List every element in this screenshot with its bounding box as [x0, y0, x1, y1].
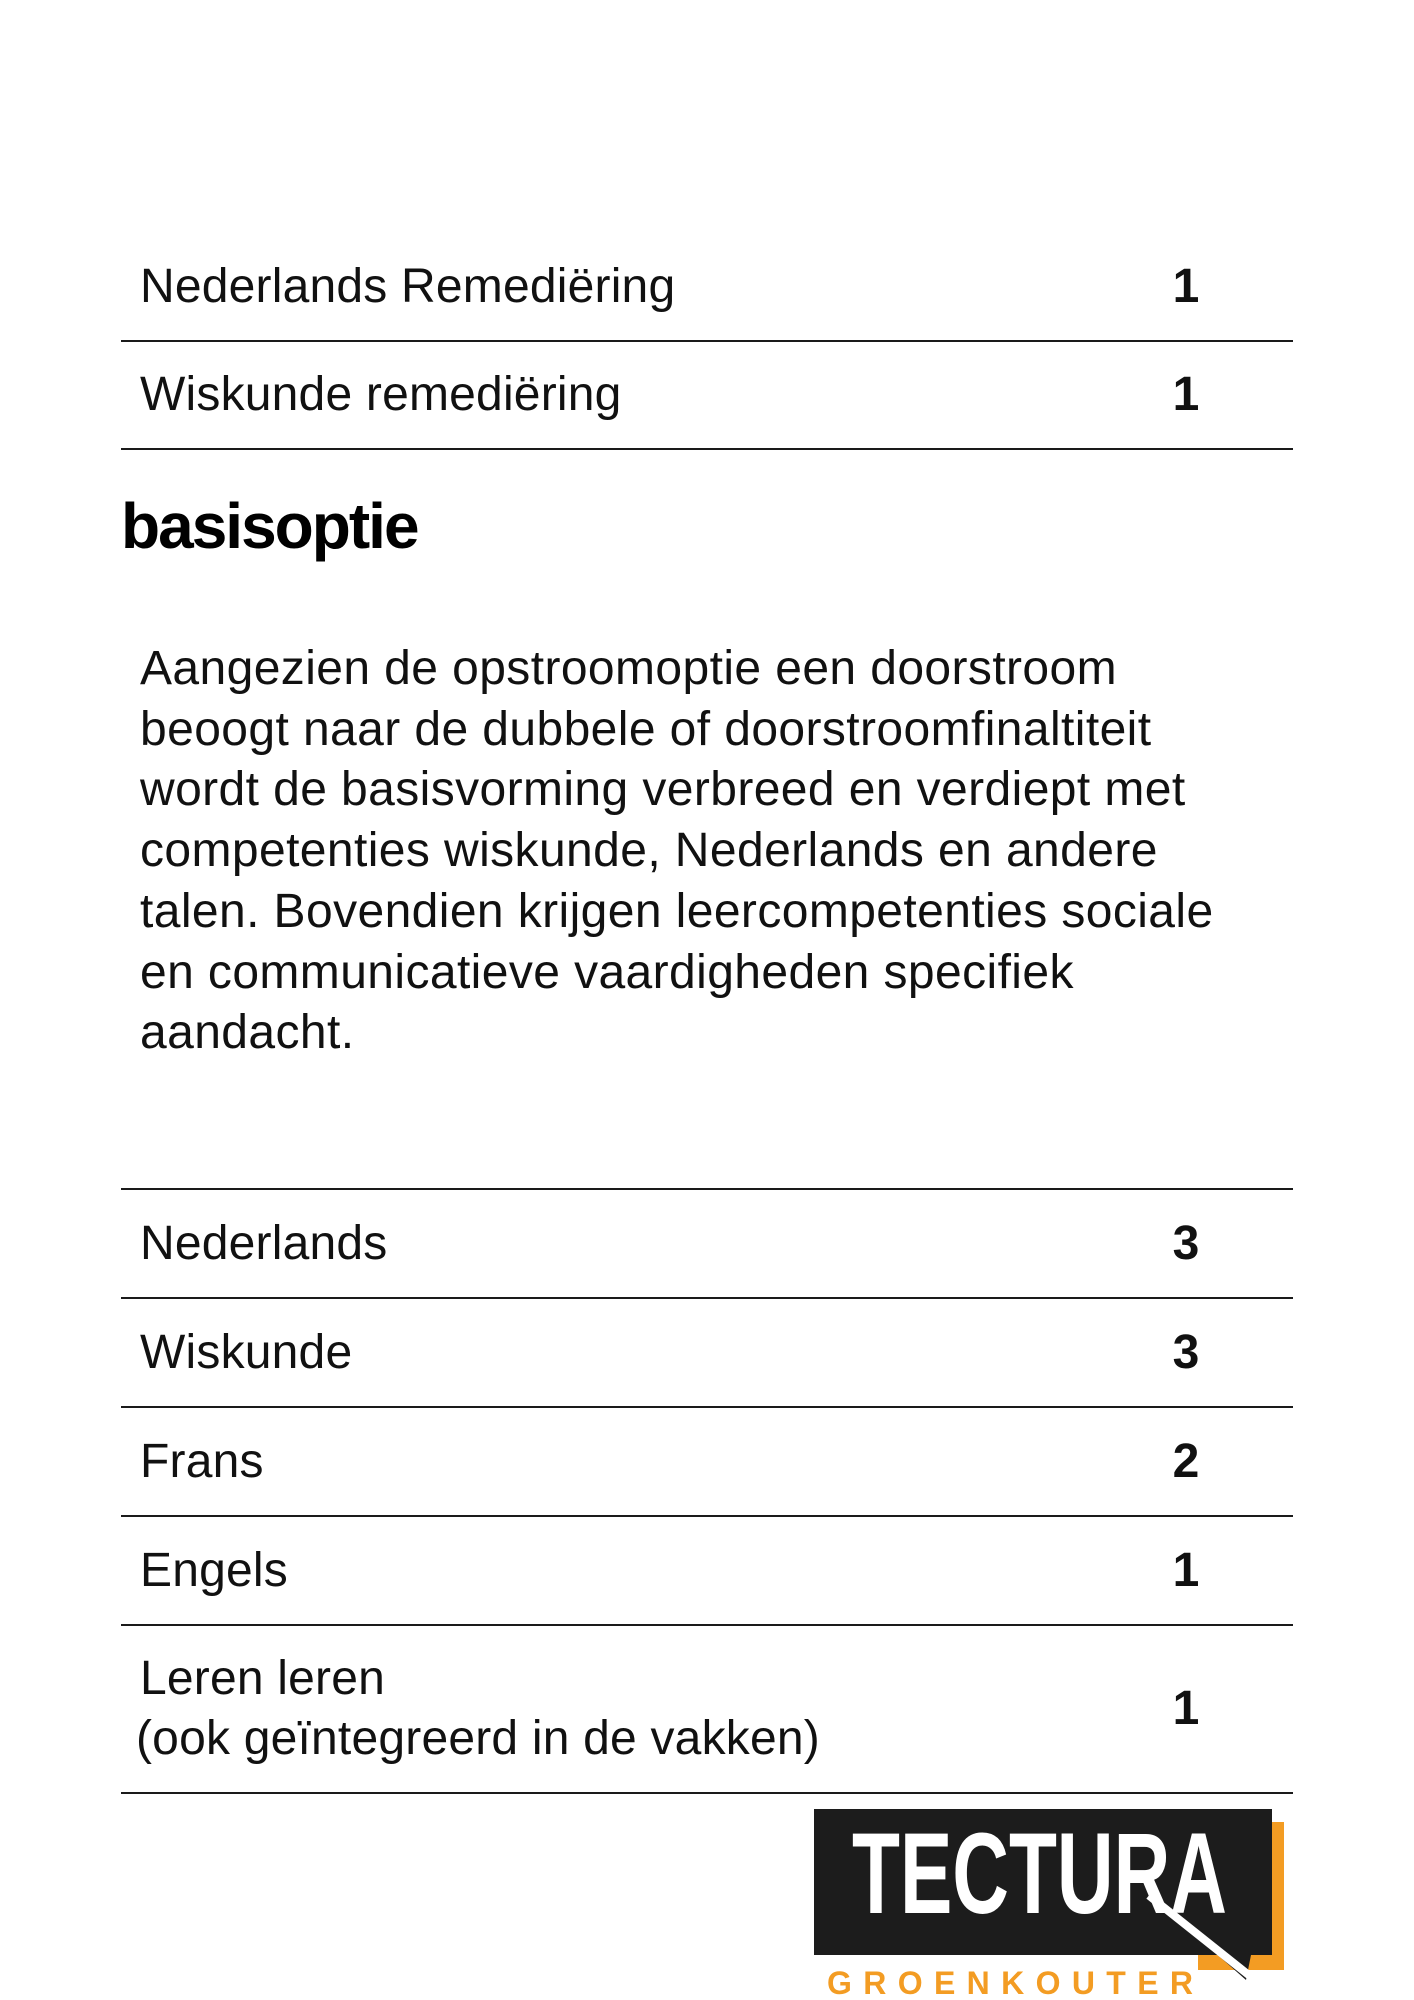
hours-value: 2 [1172, 1434, 1200, 1488]
table-row [121, 342, 1293, 450]
logo-wordmark: TECTURA [852, 1810, 1227, 1938]
hours-value: 1 [1172, 368, 1200, 421]
section-description [140, 639, 1214, 1064]
hours-value: 1 [1172, 1682, 1200, 1735]
hours-value: 1 [1172, 260, 1200, 313]
table-row [121, 1517, 1293, 1626]
course-label [121, 1649, 820, 1769]
paragraph-line: competenties wiskunde, Nederlands en andere [140, 824, 1158, 878]
course-label: Wiskunde remediëring [140, 368, 622, 421]
course-label: Wiskunde [140, 1325, 353, 1379]
logo-subtitle: GROENKOUTER [827, 1965, 1193, 2000]
paragraph-line: aandacht. [140, 1006, 355, 1060]
table-row [121, 1408, 1293, 1517]
table-row [121, 1626, 1293, 1794]
hours-value: 3 [1172, 1216, 1200, 1270]
hours-value: 3 [1172, 1325, 1200, 1379]
hours-value: 1 [1172, 1543, 1200, 1597]
paragraph-line: Aangezien de opstroomoptie een doorstroom [140, 642, 1118, 695]
course-label: Frans [140, 1434, 264, 1488]
table-row [121, 1190, 1293, 1299]
paragraph-line: wordt de basisvorming verbreed en verdiept met [140, 763, 1186, 817]
paragraph-line: beoogt naar de dubbele of doorstroomfinaltiteit [140, 702, 1152, 756]
basisoptie-course-table [121, 1188, 1293, 1794]
course-label-note: (ook geïntegreerd in de vakken) [136, 1712, 820, 1765]
course-label: Nederlands [140, 1216, 388, 1270]
tectura-logo [800, 1800, 1300, 2000]
paragraph-line: talen. Bovendien krijgen leercompetenties sociale [140, 884, 1214, 938]
table-row [121, 1299, 1293, 1408]
table-row [121, 234, 1293, 342]
course-label: Nederlands Remediëring [140, 260, 676, 313]
paragraph-line: en communicatieve vaardigheden specifiek [140, 945, 1074, 999]
remediation-table [121, 234, 1293, 450]
section-heading: basisoptie [121, 490, 418, 562]
course-label: Engels [140, 1543, 288, 1597]
course-label-line: Leren leren [140, 1652, 386, 1705]
